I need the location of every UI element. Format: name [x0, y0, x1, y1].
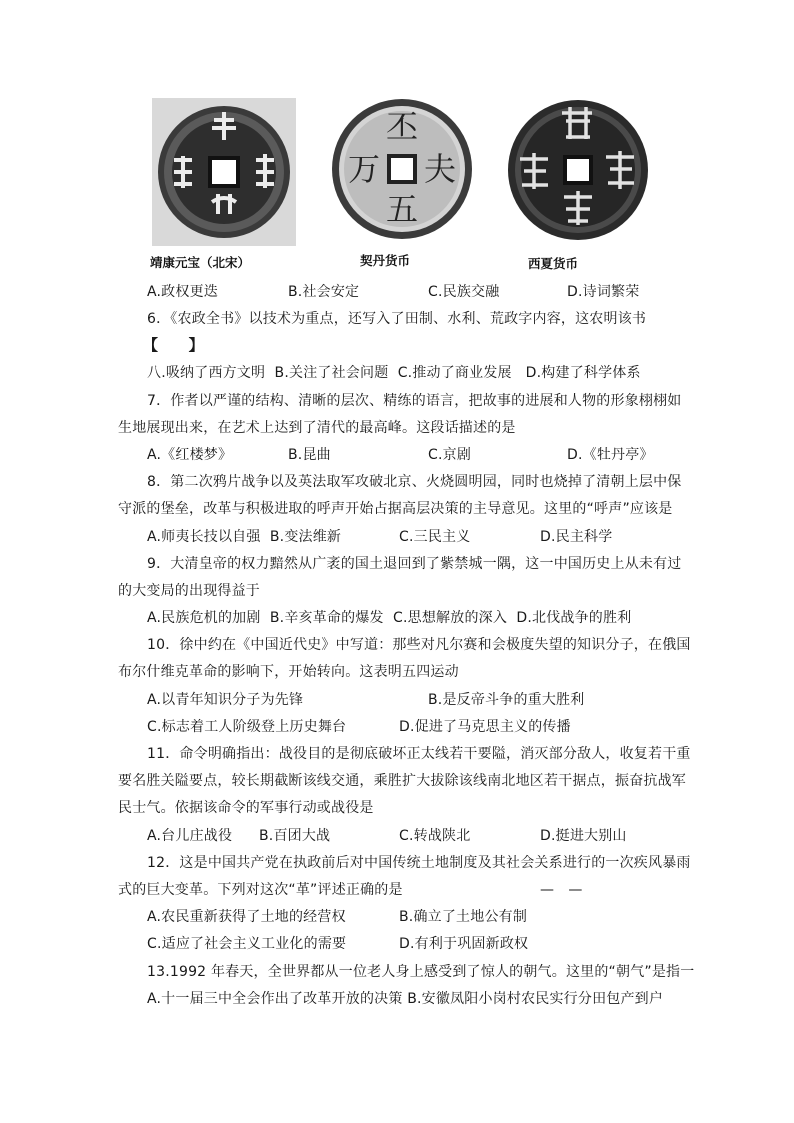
q9-stem-line1: 9．大清皇帝的权力黯然从广袤的国土退回到了紫禁城一隅，这一中国历史上从未有过 — [147, 556, 682, 572]
q7-option-d: D.《牡丹亭》 — [567, 447, 654, 463]
q12-option-c: C.适应了社会主义工业化的需要 — [147, 936, 347, 952]
q11-option-a: A.台儿庄战役 — [147, 828, 233, 844]
q10-option-b: B.是反帝斗争的重大胜利 — [428, 692, 585, 708]
coin-xixia — [506, 97, 650, 243]
q5-option-a: A.政权更迭 — [147, 284, 218, 300]
q10-option-c: C.标志着工人阶级登上历史舞台 — [147, 719, 347, 735]
q6-stem: 6．《农政全书》以技术为重点，还写入了田制、水利、荒政字内容，这农明该书 — [147, 311, 647, 327]
q11-stem-line2: 要名胜关隘要点，较长期截断该线交通，乘胜扩大拔除该线南北地区若干据点，振奋抗战军 — [118, 773, 686, 789]
q9-options: A.民族危机的加剧 B.辛亥革命的爆发 C.思想解放的深入 D.北伐战争的胜利 — [147, 610, 632, 626]
q7-stem-line1: 7．作者以严谨的结构、清晰的层次、精练的语言，把故事的进展和人物的形象栩栩如 — [147, 393, 682, 409]
q10-option-a: A.以青年知识分子为先锋 — [147, 692, 304, 708]
coin-char-left: 万 — [348, 150, 381, 188]
coin-caption-qidan: 契丹货币 — [360, 253, 411, 268]
q8-option-d: D.民主科学 — [540, 529, 613, 545]
q11-option-b: B.百团大战 — [259, 828, 331, 844]
coin-char-top: 丕 — [386, 108, 419, 146]
q11-stem-line3: 民士气。依据该命令的军事行动或战役是 — [118, 800, 374, 816]
coin-jingkang — [152, 98, 296, 246]
q12-option-b: B.确立了土地公有制 — [399, 909, 528, 925]
q7-option-b: B.昆曲 — [288, 447, 331, 463]
q12-stem-line2: 式的巨大变革。下列对这次“革”评述正确的是 — [118, 882, 403, 898]
q8-stem-line1: 8．第二次鸦片战争以及英法取军攻破北京、火烧圆明园，同时也烧掉了清朝上层中保 — [147, 474, 682, 490]
q7-stem-line2: 生地展现出来，在艺术上达到了清代的最高峰。这段话描述的是 — [118, 420, 516, 436]
q10-stem-line2: 布尔什维克革命的影响下，开始转向。这表明五四运动 — [118, 664, 459, 680]
coin-char-bottom: 五 — [386, 190, 419, 228]
q12-option-a: A.农民重新获得了土地的经营权 — [147, 909, 346, 925]
q5-option-b: B.社会安定 — [288, 284, 360, 300]
q6-options: 八.吸纳了西方文明 B.关注了社会问题 C.推动了商业发展 D.构建了科学体系 — [147, 365, 641, 381]
coin-qidan — [330, 96, 474, 242]
q5-option-d: D.诗词繁荣 — [567, 284, 640, 300]
q8-option-ab: A.师夷长技以自强 B.变法维新 — [147, 529, 342, 545]
q6-answer-bracket: 【 】 — [143, 336, 204, 354]
q12-stem-line1: 12．这是中国共产党在执政前后对中国传统土地制度及其社会关系进行的一次疾风暴雨 — [147, 855, 691, 871]
q11-option-d: D.挺进大别山 — [540, 828, 627, 844]
q12-option-d: D.有利于巩固新政权 — [399, 936, 529, 952]
q11-option-c: C.转战陕北 — [399, 828, 471, 844]
coin-char-right: 夫 — [424, 150, 457, 188]
q10-option-d: D.促进了马克思主义的传播 — [399, 719, 571, 735]
q8-stem-line2: 守派的堡垒，改革与积极进取的呼声开始占据高层决策的主导意见。这里的“呼声”应该是 — [118, 501, 673, 517]
q5-option-c: C.民族交融 — [428, 284, 500, 300]
q8-option-c: C.三民主义 — [399, 529, 471, 545]
coin-caption-xixia: 西夏货币 — [528, 256, 579, 271]
q13-stem: 13.1992 年春天，全世界都从一位老人身上感受到了惊人的朝气。这里的“朝气”是指一 — [147, 964, 695, 980]
q7-option-c: C.京剧 — [428, 447, 472, 463]
q9-stem-line2: 的大变局的出现得益于 — [118, 583, 260, 599]
q13-options: A.十一届三中全会作出了改革开放的决策 B.安徽凤阳小岗村农民实行分田包产到户 — [147, 991, 664, 1007]
q11-stem-line1: 11．命令明确指出：战役目的是彻底破坏正太线若干要隘，消灭部分敌人，收复若干重 — [147, 746, 691, 762]
q10-stem-line1: 10．徐中约在《中国近代史》中写道：那些对凡尔赛和会极度失望的知识分子，在俄国 — [147, 637, 691, 653]
q7-option-a: A.《红楼梦》 — [147, 447, 233, 463]
coin-caption-jingkang: 靖康元宝（北宋） — [150, 255, 251, 270]
q12-answer-blank: — — — [540, 882, 583, 898]
